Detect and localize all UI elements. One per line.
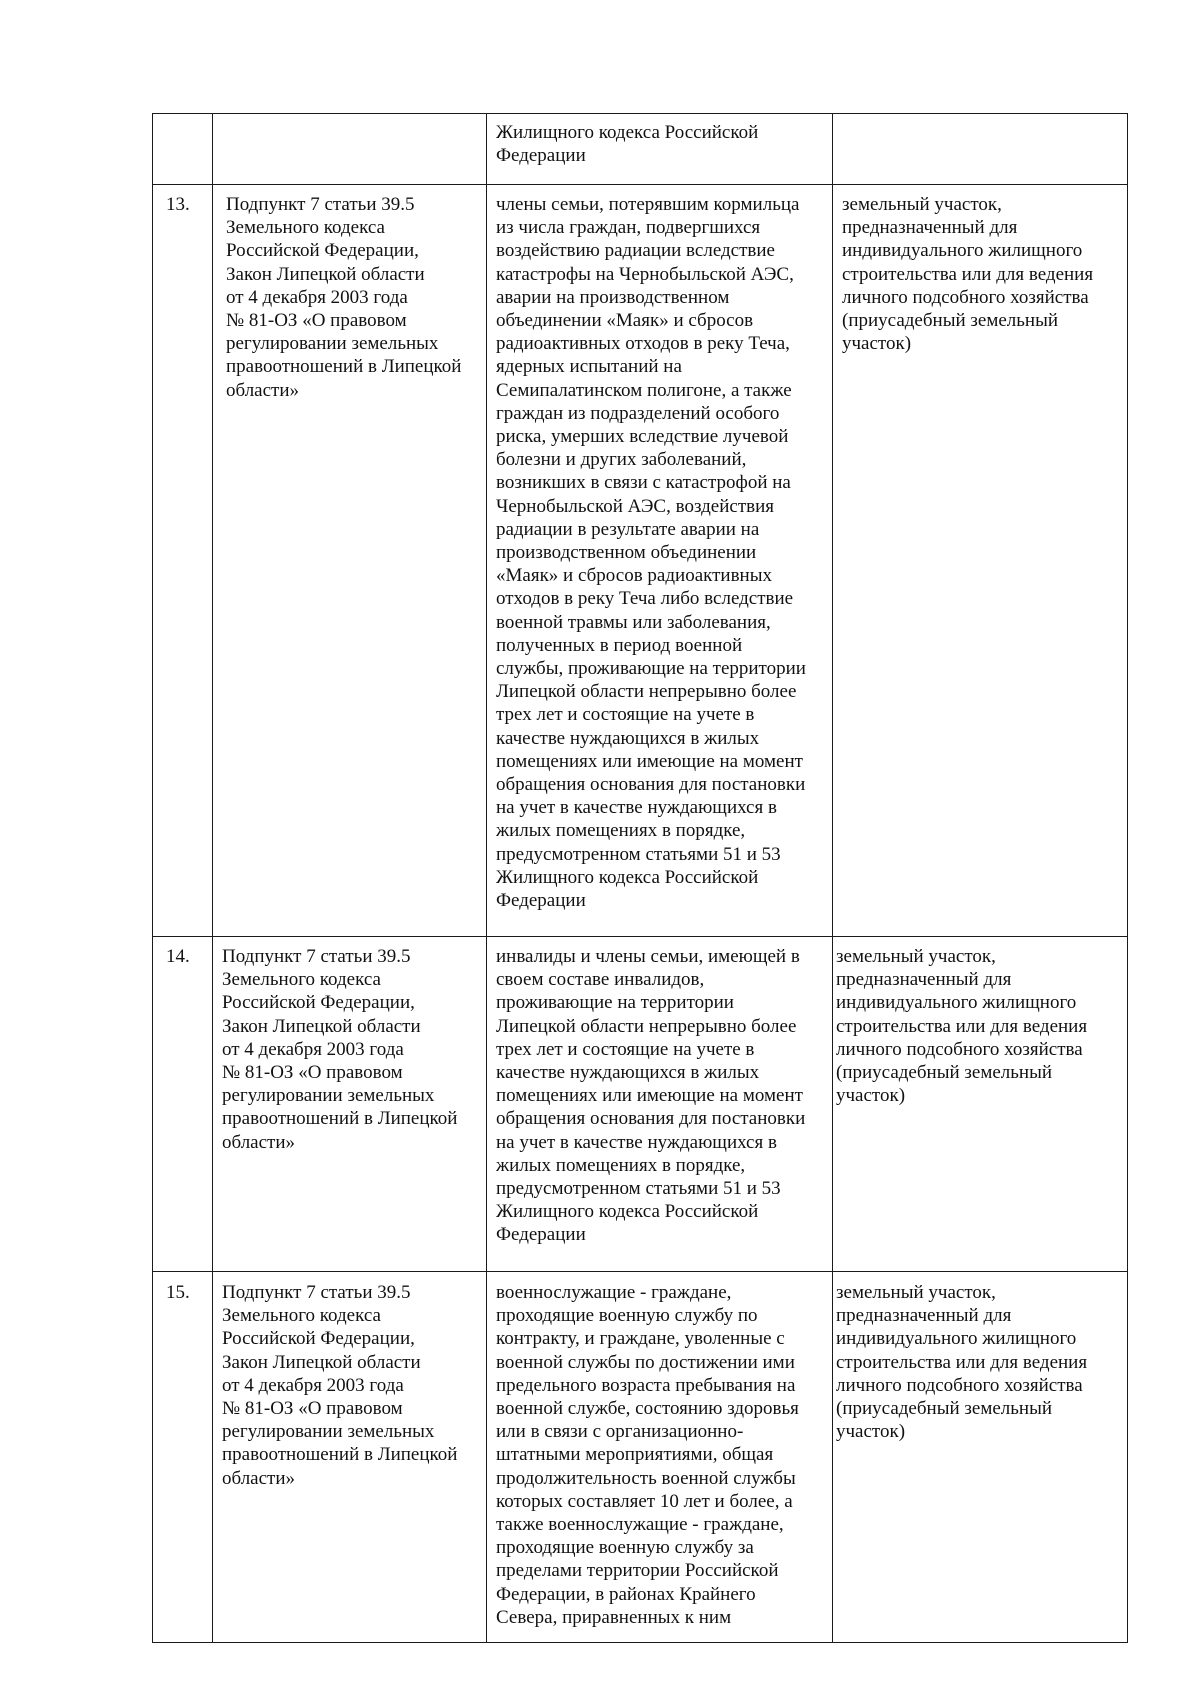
table-border-top: [152, 113, 1128, 114]
row-13-basis: Подпункт 7 статьи 39.5 Земельного кодекса Российской Федерации, Закон Липецкой области от 4 декабря 2003 года № 81-ОЗ «О правовом регулировании земельных правоотношений в Липецкой области»: [226, 194, 462, 401]
row-14-parcel: земельный участок, предназначенный для индивидуального жилищного строительства или для ведения личного подсобного хозяйства (приусадебный земельный участок): [836, 946, 1088, 1107]
row-15-number: 15.: [166, 1282, 190, 1303]
row-15-basis: Подпункт 7 статьи 39.5 Земельного кодекса Российской Федерации, Закон Липецкой области от 4 декабря 2003 года № 81-ОЗ «О правовом регулировании земельных правоотношений в Липецкой области»: [222, 1282, 458, 1489]
column-divider-1: [212, 113, 213, 1643]
row-divider-3: [152, 1271, 1128, 1272]
row-15-parcel: земельный участок, предназначенный для индивидуального жилищного строительства или для ведения личного подсобного хозяйства (приусадебный земельный участок): [836, 1282, 1088, 1443]
row-13-parcel: земельный участок, предназначенный для индивидуального жилищного строительства или для ведения личного подсобного хозяйства (приусадебный земельный участок): [842, 194, 1094, 355]
row-divider-1: [152, 184, 1128, 185]
table-border-left: [152, 113, 153, 1643]
row-13-number: 13.: [166, 194, 190, 215]
row-0-category: Жилищного кодекса Российской Федерации: [496, 122, 759, 167]
table-border-right: [1127, 113, 1128, 1643]
table-border-bottom: [152, 1642, 1128, 1643]
column-divider-3: [832, 113, 833, 1643]
land-allocation-table: [152, 113, 1128, 1643]
row-14-basis: Подпункт 7 статьи 39.5 Земельного кодекса Российской Федерации, Закон Липецкой области от 4 декабря 2003 года № 81-ОЗ «О правовом регулировании земельных правоотношений в Липецкой области»: [222, 946, 458, 1153]
row-13-category: члены семьи, потерявшим кормильца из числа граждан, подвергшихся воздействию радиации вследствие катастрофы на Чернобыльской АЭС, аварии на производственном объединении «Маяк» и сбросов радиоактивных отходов в реку Теча, ядерных испытаний на Семипалатинском полигоне, а также граждан из подразделений особого риска, умерших вследствие лучевой болезни и других заболеваний, возникших в связи с катастрофой на Чернобыльской АЭС, воздействия радиации в результате аварии на производственном объединении «Маяк» и сбросов радиоактивных отходов в реку Теча либо вследствие военной травмы или заболевания, полученных в период военной службы, проживающие на территории Липецкой области непрерывно более трех лет и состоящие на учете в качестве нуждающихся в жилых помещениях или имеющие на момент обращения основания для постановки на учет в качестве нуждающихся в жилых помещениях в порядке, предусмотренном статьями 51 и 53 Жилищного кодекса Российской Федерации: [496, 194, 806, 912]
column-divider-2: [486, 113, 487, 1643]
row-14-number: 14.: [166, 946, 190, 967]
row-divider-2: [152, 936, 1128, 937]
row-14-category: инвалиды и члены семьи, имеющей в своем составе инвалидов, проживающие на территории Липецкой области непрерывно более трех лет и состоящие на учете в качестве нуждающихся в жилых помещениях или имеющие на момент обращения основания для постановки на учет в качестве нуждающихся в жилых помещениях в порядке, предусмотренном статьями 51 и 53 Жилищного кодекса Российской Федерации: [496, 946, 806, 1246]
row-15-category: военнослужащие - граждане, проходящие военную службу по контракту, и граждане, уволенные с военной службы по достижении ими предельного возраста пребывания на военной службе, состоянию здоровья или в связи с организационно- штатными мероприятиями, общая продолжительность военной службы которых составляет 10 лет и более, а также военнослужащие - граждане, проходящие военную службу за пределами территории Российской Федерации, в районах Крайнего Севера, приравненных к ним: [496, 1282, 799, 1628]
